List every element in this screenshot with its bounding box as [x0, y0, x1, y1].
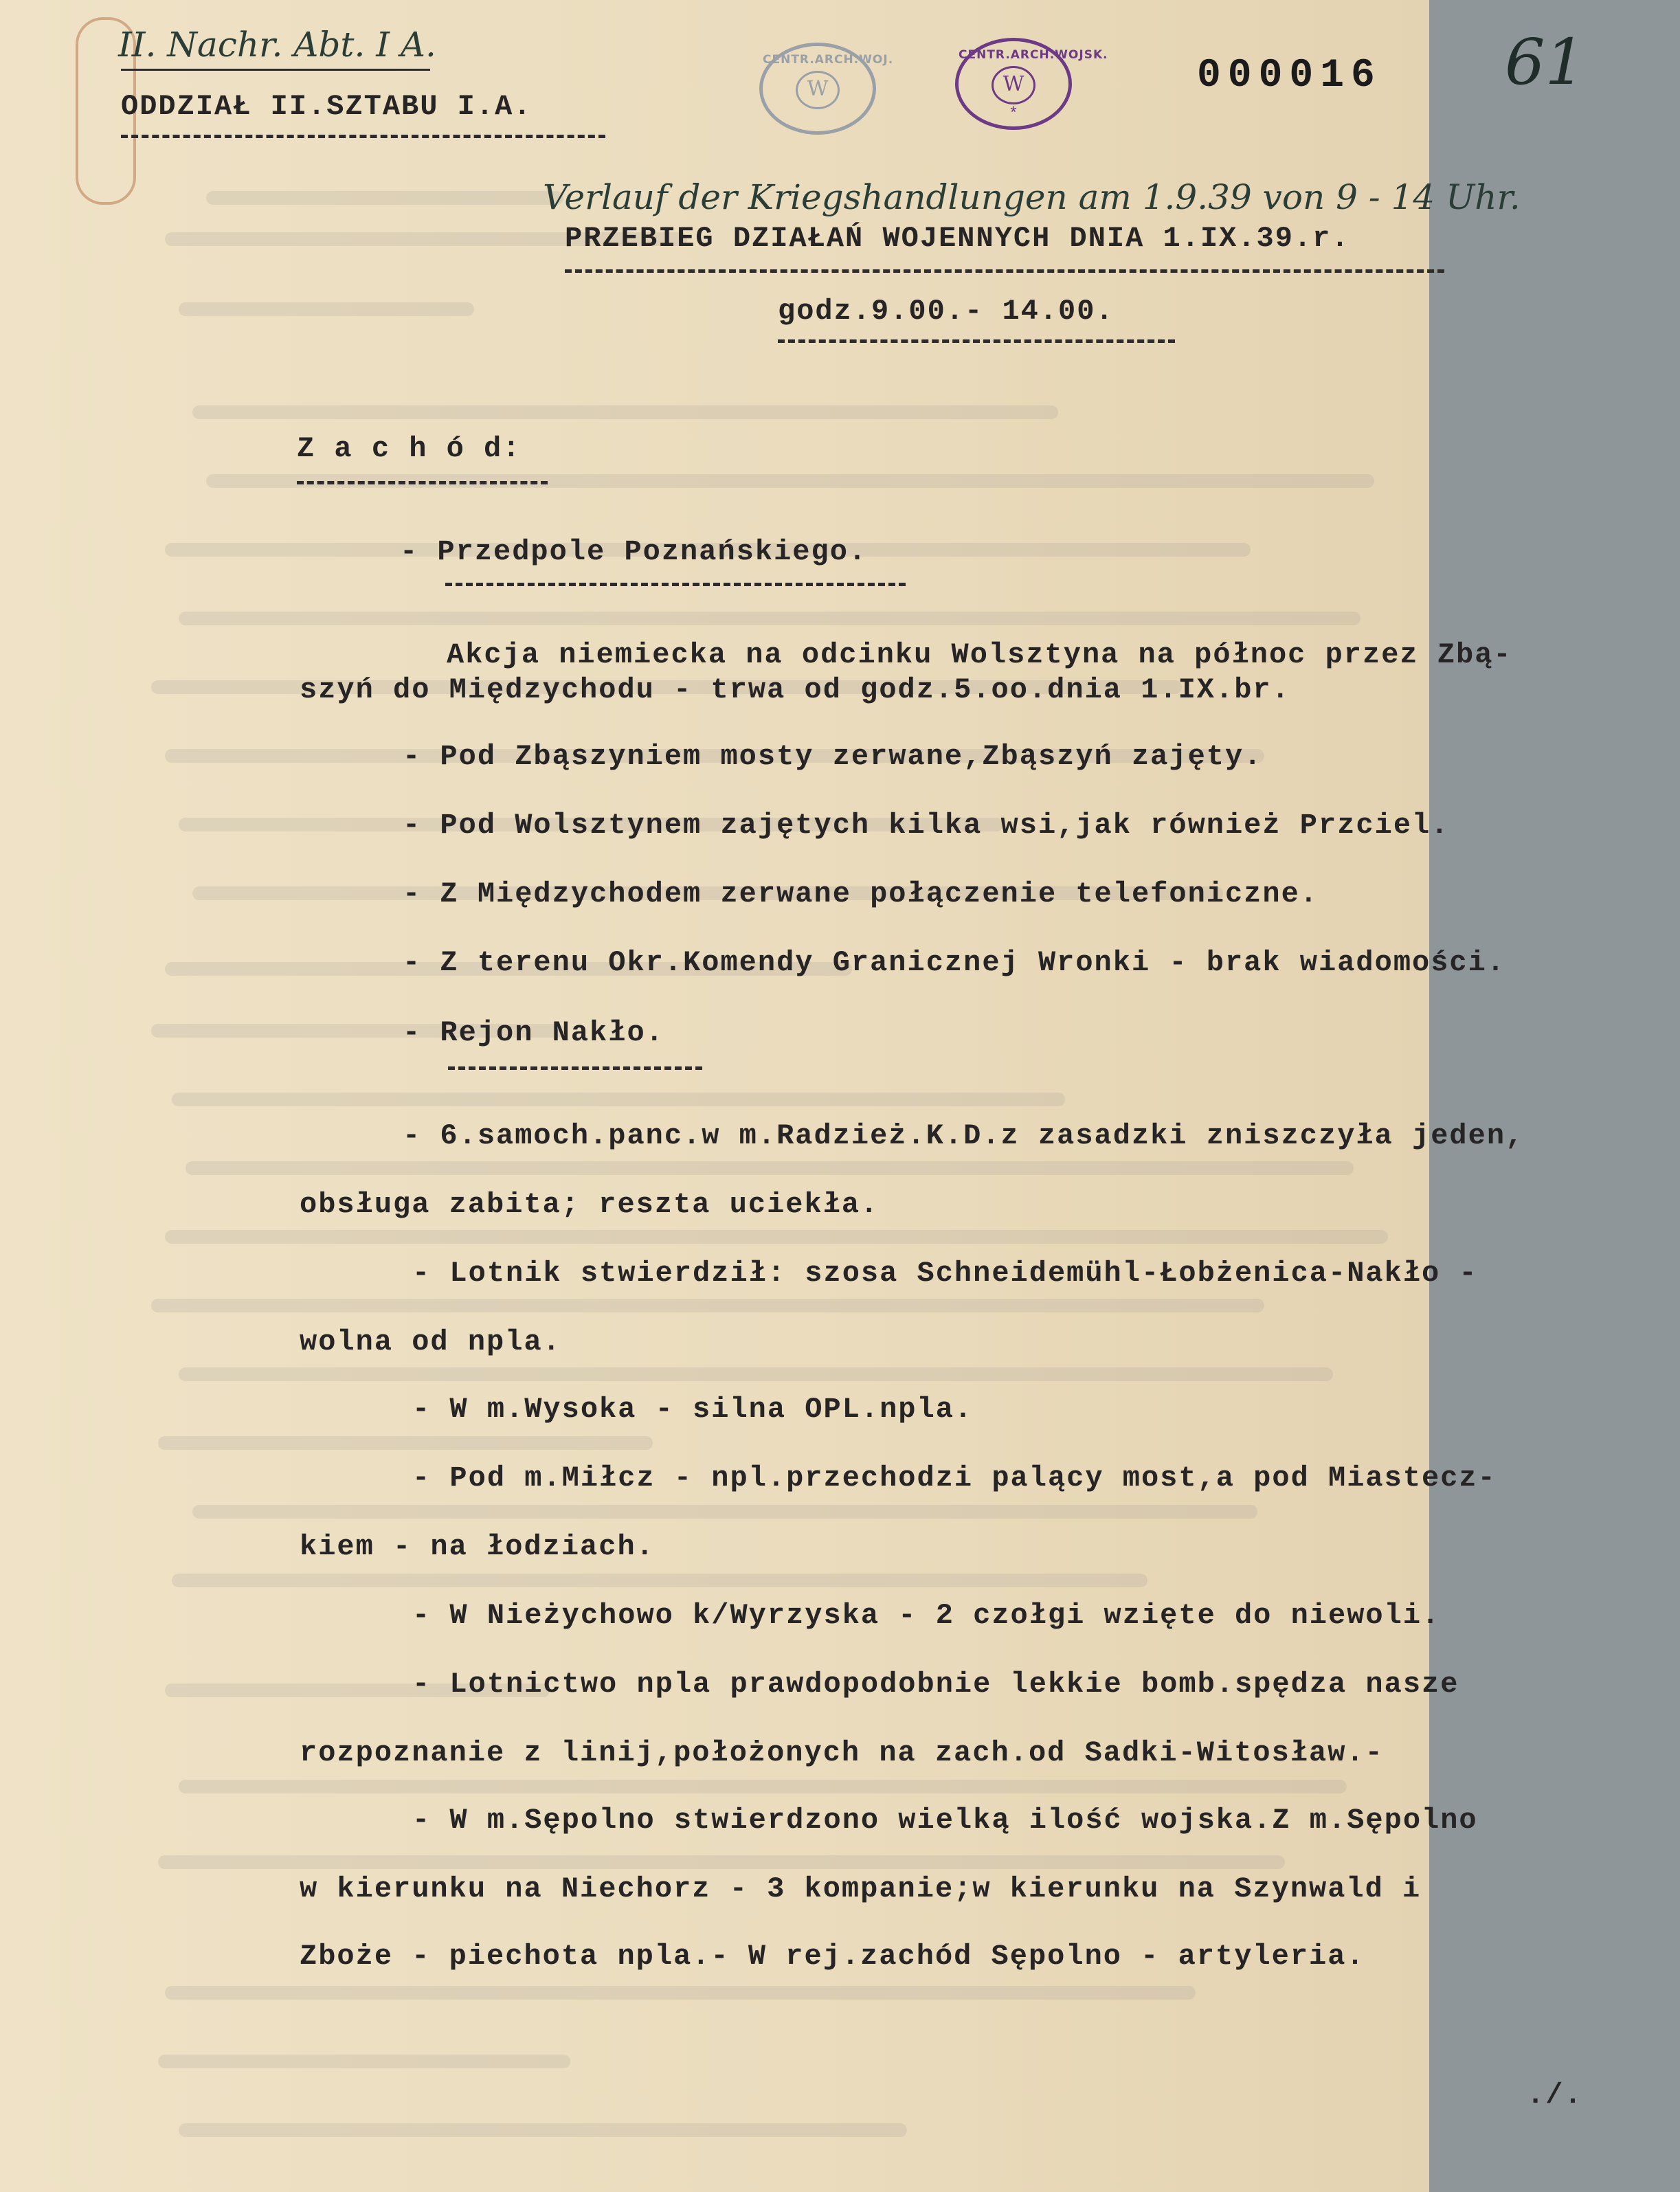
report-item: - Z Międzychodem zerwane połączenie telefoniczne.	[403, 877, 1319, 910]
poznan-underline	[445, 583, 906, 586]
report-item: - Lotnik stwierdził: szosa Schneidemühl-Łobżenica-Nakło -	[412, 1257, 1478, 1290]
document-title: PRZEBIEG DZIAŁAŃ WOJENNYCH DNIA 1.IX.39.r.	[565, 222, 1350, 255]
section-west-heading: Z a c h ó d:	[297, 432, 522, 465]
report-item: - W m.Sępolno stwierdzono wielką ilość wojska.Z m.Sępolno	[412, 1804, 1478, 1837]
report-item-continuation: Zboże - piechota npla.- W rej.zachód Sępolno - artyleria.	[300, 1940, 1365, 1973]
report-item: - Pod m.Miłcz - npl.przechodzi palący most,a pod Miastecz-	[412, 1462, 1497, 1495]
paragraph-line: Akcja niemiecka na odcinku Wolsztyna na północ przez Zbą-	[447, 638, 1512, 671]
report-item: - Lotnictwo npla prawdopodobnie lekkie bomb.spędza nasze	[412, 1668, 1459, 1701]
report-item: - Pod Wolsztynem zajętych kilka wsi,jak również Przciel.	[403, 809, 1450, 842]
unit-heading-underline	[121, 135, 605, 138]
report-item: - Z terenu Okr.Komendy Granicznej Wronki - brak wiadomości.	[403, 946, 1506, 979]
title-underline	[565, 269, 1444, 273]
poznan-heading: - Przedpole Poznańskiego.	[400, 535, 868, 568]
archive-stamp-faint: CENTR.ARCH.WOJ. W	[759, 43, 876, 135]
naklo-heading: - Rejon Nakło.	[403, 1016, 664, 1049]
report-item-continuation: w kierunku na Niechorz - 3 kompanie;w kierunku na Szynwald i	[300, 1872, 1422, 1905]
handwritten-unit-note: II. Nachr. Abt. I A.	[118, 25, 436, 65]
handwritten-note-underline	[121, 69, 430, 71]
archive-number: 000016	[1197, 54, 1382, 98]
report-item-continuation: wolna od npla.	[300, 1326, 561, 1358]
hours-line: godz.9.00.- 14.00.	[778, 295, 1115, 328]
report-item: - Pod Zbąszyniem mosty zerwane,Zbąszyń zajęty.	[403, 740, 1263, 773]
paragraph-line: szyń do Międzychodu - trwa od godz.5.oo.dnia 1.IX.br.	[300, 673, 1290, 706]
report-item-continuation: obsługa zabita; reszta uciekła.	[300, 1188, 880, 1221]
hours-underline	[778, 339, 1175, 343]
report-item: - 6.samoch.panc.w m.Radzież.K.D.z zasadzki zniszczyła jeden,	[403, 1119, 1525, 1152]
report-item: - W Nieżychowo k/Wyrzyska - 2 czołgi wzięte do niewoli.	[412, 1599, 1441, 1632]
section-west-underline	[297, 481, 548, 484]
unit-heading: ODDZIAŁ II.SZTABU I.A.	[121, 90, 533, 123]
continuation-mark: ./.	[1527, 2079, 1583, 2112]
report-item: - W m.Wysoka - silna OPL.npla.	[412, 1393, 974, 1426]
report-item-continuation: rozpoznanie z linij,położonych na zach.od Sadki-Witosław.-	[300, 1736, 1384, 1769]
handwritten-annotation: Verlauf der Kriegshandlungen am 1.9.39 von 9 - 14 Uhr.	[543, 177, 1521, 217]
naklo-underline	[448, 1066, 702, 1070]
folio-number: 61	[1505, 25, 1586, 99]
report-item-continuation: kiem - na łodziach.	[300, 1530, 655, 1563]
archive-stamp: CENTR.ARCH.WOJSK. W *	[955, 38, 1072, 130]
